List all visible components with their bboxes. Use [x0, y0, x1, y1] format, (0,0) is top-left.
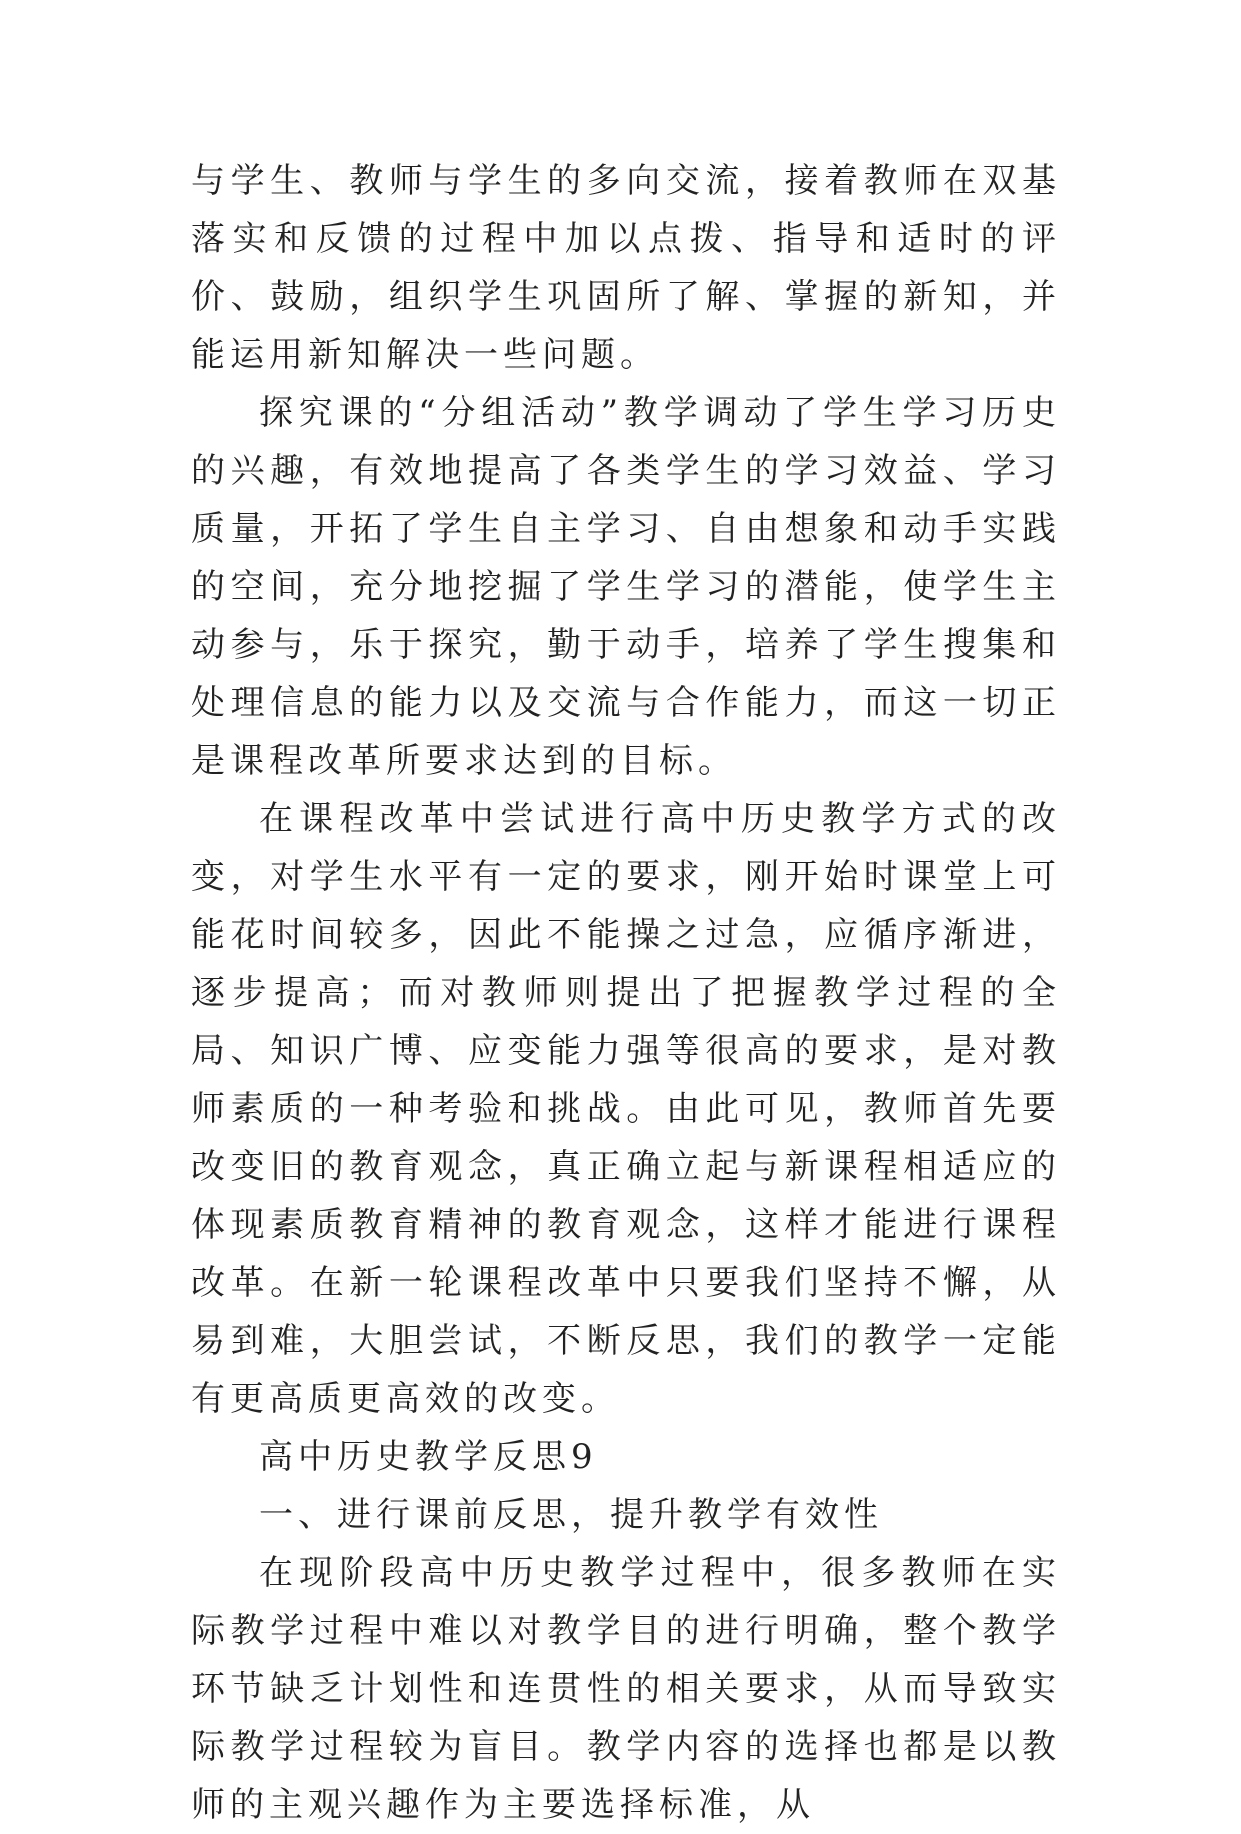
paragraph-continuation: 与学生、教师与学生的多向交流，接着教师在双基落实和反馈的过程中加以点拨、指导和适时的评价、鼓励，组织学生巩固所了解、掌握的新知，并能运用新知解决一些问题。: [191, 161, 1061, 375]
paragraph-inquiry-class: 探究课的“分组活动”教学调动了学生学习历史的兴趣，有效地提高了各类学生的学习效益、学习质量，开拓了学生自主学习、自由想象和动手实践的空间，充分地挖掘了学生学习的潜能，使学生主动参与，乐于探究，勤于动手，培养了学生搜集和处理信息的能力以及交流与合作能力，而这一切正是课程改革所要求达到的目标。: [191, 393, 1061, 781]
paragraph-curriculum-reform: 在课程改革中尝试进行高中历史教学方式的改变，对学生水平有一定的要求，刚开始时课堂上可能花时间较多，因此不能操之过急，应循序渐进，逐步提高；而对教师则提出了把握教学过程的全局、知识广博、应变能力强等很高的要求，是对教师素质的一种考验和挑战。由此可见，教师首先要改变旧的教育观念，真正确立起与新课程相适应的体现素质教育精神的教育观念，这样才能进行课程改革。在新一轮课程改革中只要我们坚持不懈，从易到难，大胆尝试，不断反思，我们的教学一定能有更高质更高效的改变。: [191, 799, 1061, 1419]
section-heading: 一、进行课前反思，提升教学有效性: [259, 1495, 883, 1535]
section-title: 高中历史教学反思9: [259, 1437, 598, 1477]
document-body: [191, 152, 1061, 1834]
paragraph-pre-class-reflection: 在现阶段高中历史教学过程中，很多教师在实际教学过程中难以对教学目的进行明确，整个教学环节缺乏计划性和连贯性的相关要求，从而导致实际教学过程较为盲目。教学内容的选择也都是以教师的主观兴趣作为主要选择标准，从: [191, 1553, 1061, 1825]
